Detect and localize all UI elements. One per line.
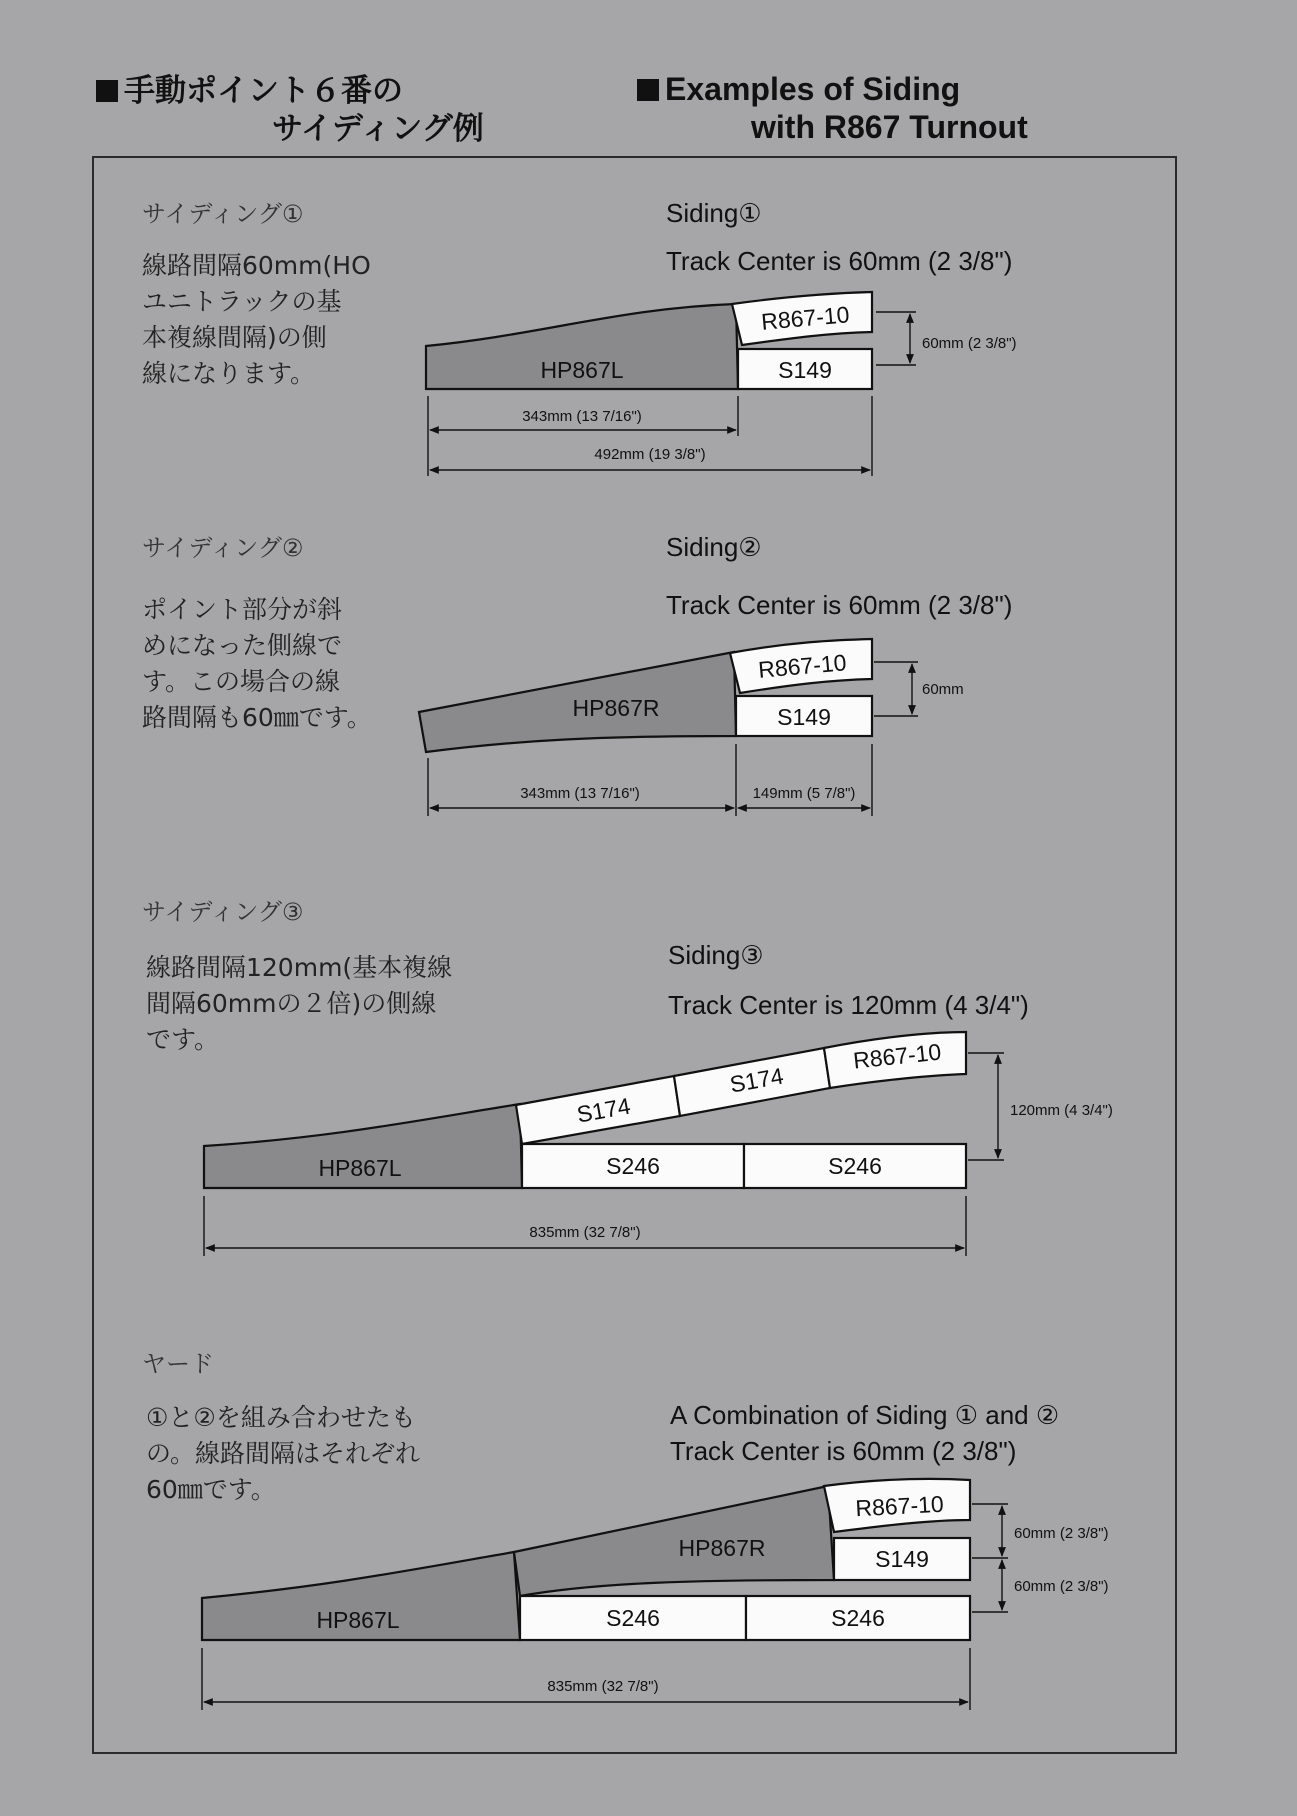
- siding1-dimension-b-label: 492mm (19 3/8"): [594, 446, 706, 463]
- siding2-dimension-a-label: 343mm (13 7/16"): [520, 785, 640, 802]
- siding1-curve-label: R867-10: [760, 301, 851, 335]
- siding1-track-center: Track Center is 60mm (2 3/8"): [666, 246, 1013, 276]
- yard-lower-label-2: S246: [831, 1605, 885, 1631]
- yard-dimension-total-label: 835mm (32 7/8"): [547, 1678, 659, 1695]
- siding2-track-center: Track Center is 60mm (2 3/8"): [666, 590, 1013, 620]
- yard-track-center: Track Center is 60mm (2 3/8"): [670, 1436, 1017, 1466]
- desc-line: 線になります。: [142, 359, 316, 388]
- yard-curve-label: R867-10: [854, 1490, 945, 1522]
- title-en-line-1: Examples of Siding: [665, 71, 961, 107]
- siding2-en-title: Siding②: [666, 532, 762, 562]
- siding3-upper-label-1: S174: [574, 1092, 633, 1128]
- siding2-straight-label: S149: [777, 704, 831, 730]
- siding3-jp-title: サイディング③: [142, 898, 304, 926]
- yard-gap-lower-label: 60mm (2 3/8"): [1014, 1578, 1109, 1595]
- siding3-en-title: Siding③: [668, 940, 764, 970]
- desc-line: ①と②を組み合わせたも: [146, 1403, 416, 1432]
- desc-line: 間隔60mmの２倍)の側線: [146, 989, 437, 1018]
- siding1-jp-title: サイディング①: [142, 200, 304, 228]
- desc-line: 線路間隔60mm(HO: [142, 251, 371, 280]
- siding1-en-title: Siding①: [666, 198, 762, 228]
- desc-line: めになった側線で: [142, 631, 343, 660]
- yard-en-title: A Combination of Siding ① and ②: [670, 1400, 1060, 1430]
- yard-turnout-right-piece: [514, 1486, 834, 1596]
- siding3-lower-label-1: S246: [606, 1153, 660, 1179]
- siding2-turnout-label: HP867R: [572, 695, 660, 721]
- yard-turnout-left-label: HP867L: [316, 1607, 400, 1633]
- siding1-turnout-label: HP867L: [540, 357, 624, 383]
- siding2-dimension-b-label: 149mm (5 7/8"): [752, 785, 856, 802]
- desc-line: ポイント部分が斜: [142, 595, 343, 624]
- yard-jp-title: ヤード: [142, 1350, 214, 1378]
- desc-line: ユニトラックの基: [142, 287, 342, 316]
- desc-line: 本複線間隔)の側: [142, 323, 327, 352]
- siding1-gap-label: 60mm (2 3/8"): [922, 335, 1017, 352]
- yard-turnout-right-label: HP867R: [678, 1535, 766, 1561]
- desc-line: 60㎜です。: [146, 1475, 276, 1504]
- siding2-curve-label: R867-10: [757, 649, 848, 683]
- desc-line: 線路間隔120mm(基本複線: [146, 953, 453, 982]
- siding3-dimension-total-label: 835mm (32 7/8"): [529, 1224, 641, 1241]
- title-jp-line-1: 手動ポイント６番の: [124, 73, 403, 109]
- siding3-curve-label: R867-10: [851, 1038, 943, 1074]
- desc-line: 路間隔も60㎜です。: [142, 703, 372, 732]
- siding3-track-center: Track Center is 120mm (4 3/4"): [668, 990, 1029, 1020]
- desc-line: の。線路間隔はそれぞれ: [146, 1439, 421, 1468]
- yard-gap-upper-label: 60mm (2 3/8"): [1014, 1525, 1109, 1542]
- siding1-dimension-a-label: 343mm (13 7/16"): [522, 408, 642, 425]
- siding2-jp-title: サイディング②: [142, 534, 304, 562]
- siding3-lower-label-2: S246: [828, 1153, 882, 1179]
- siding3-turnout-label: HP867L: [318, 1155, 402, 1181]
- title-en-line-2: with R867 Turnout: [751, 109, 1028, 145]
- siding3-gap-label: 120mm (4 3/4"): [1010, 1102, 1113, 1119]
- siding1-straight-label: S149: [778, 357, 832, 383]
- siding2-gap-label: 60mm: [922, 681, 964, 698]
- title-jp-line-2: サイディング例: [272, 111, 484, 147]
- desc-line: です。: [146, 1025, 220, 1054]
- yard-mid-label: S149: [875, 1546, 929, 1572]
- siding3-upper-label-2: S174: [727, 1062, 786, 1098]
- desc-line: す。この場合の線: [142, 667, 341, 696]
- yard-lower-label-1: S246: [606, 1605, 660, 1631]
